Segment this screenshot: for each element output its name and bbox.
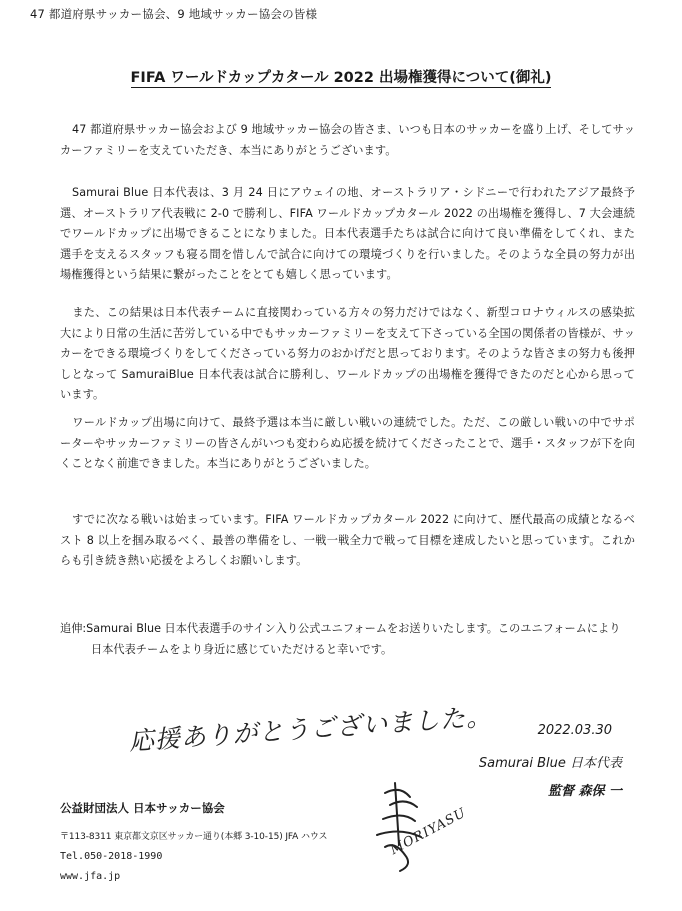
coach-name: 監督 森保 一 bbox=[547, 784, 622, 799]
addressee: 47 都道府県サッカー協会、9 地域サッカー協会の皆様 bbox=[30, 7, 318, 21]
postscript-line1: Samurai Blue 日本代表選手のサイン入り公式ユニフォームをお送りいたします。このユニフォームにより bbox=[86, 622, 621, 635]
letter-title bbox=[0, 66, 682, 87]
postscript-label: 追伸: bbox=[60, 622, 87, 635]
paragraph-qualifiers: ワールドカップ出場に向けて、最終予選は本当に厳しい戦いの連続でした。ただ、この厳しい戦いの中でサポーターやサッカーファミリーの皆さんがいつも変わらぬ応援を続けてくださったことで、選手・スタッフが下を向くことなく前進できました。本当にありがとうございました。 bbox=[60, 416, 635, 470]
letter-title-text: FIFA ワールドカップカタール 2022 出場権獲得について(御礼) bbox=[130, 70, 552, 86]
paragraph-greeting: 47 都道府県サッカー協会および 9 地域サッカー協会の皆さま、いつも日本のサッカーを盛り上げ、そしてサッカーファミリーを支えていただき、本当にありがとうございます。 bbox=[60, 123, 635, 157]
paragraph-next-battle: すでに次なる戦いは始まっています。FIFA ワールドカップカタール 2022 に向けて、歴代最高の成績となるベスト 8 以上を掴み取るべく、最善の準備をし、一戦一戦全力で戦って目標を達成したいと思っています。これからも引き続き熱い応援をよろしくお願いします。 bbox=[60, 513, 635, 567]
paragraph-result: Samurai Blue 日本代表は、3 月 24 日にアウェイの地、オーストラリア・シドニーで行われたアジア最終予選、オーストラリア代表戦に 2-0 で勝利し、FIFA ワールドカップカタール 2022 の出場権を獲得し、7 大会連続でワールドカップに出場できることになりました。日本代表選手たちは試合に向けて良い準備をしてくれ、また選手を支えるスタッフも寝る間を惜しんで試合に向けての環境づくりを行いました。そのような全員の努力が出場権獲得という結果に繋がったことをとても嬉しく思っています。 bbox=[60, 186, 635, 281]
organization-website[interactable]: www.jfa.jp bbox=[60, 871, 121, 882]
signature-text: MORIYASU bbox=[387, 805, 469, 858]
postscript bbox=[60, 618, 640, 660]
paragraph-thanks-supporters: また、この結果は日本代表チームに直接関わっている方々の努力だけではなく、新型コロナウィルスの感染拡大により日常の生活に苦労している中でもサッカーファミリーを支えて下さっている全国の関係者の皆様が、サッカーをできる環境づくりをしてくださっている努力のおかげだと思っております。そのような皆さまの努力も後押しとなって SamuraiBlue 日本代表は試合に勝利し、ワールドカップの出場権を獲得できたのだと心から思っています。 bbox=[60, 306, 635, 401]
handwritten-thanks: 応援ありがとうございました。 bbox=[127, 701, 493, 757]
organization-address: 〒113-8311 東京都文京区サッカー通り(本郷 3-10-15) JFA ハウス bbox=[60, 832, 328, 842]
organization-tel: Tel.050-2018-1990 bbox=[60, 851, 163, 862]
postscript-line2: 日本代表チームをより身近に感じていただけると幸いです。 bbox=[91, 643, 393, 656]
team-name: Samurai Blue 日本代表 bbox=[478, 756, 622, 771]
organization-name: 公益財団法人 日本サッカー協会 bbox=[60, 801, 225, 815]
letter-date: 2022.03.30 bbox=[537, 723, 612, 738]
